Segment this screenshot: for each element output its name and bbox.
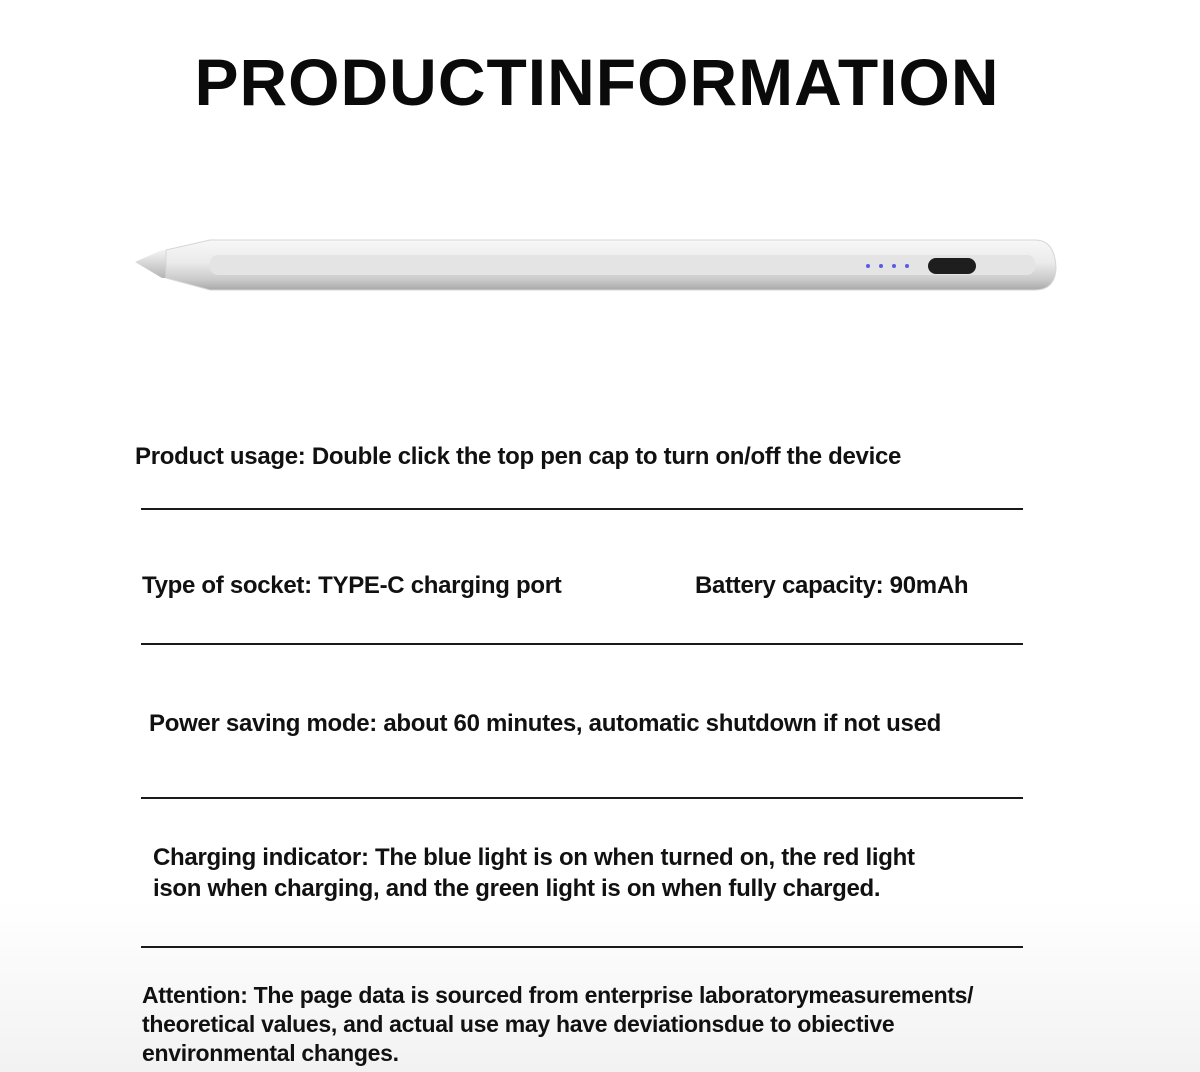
attention-line2: theoretical values, and actual use may have deviationsdue to obiective [142, 1011, 895, 1037]
product-usage: Product usage: Double click the top pen cap to turn on/off the device [135, 443, 902, 470]
attention-line1: Attention: The page data is sourced from enterprise laboratorymeasurements/ [142, 982, 974, 1008]
stylus-pen-image [130, 228, 1070, 298]
socket-type: Type of socket: TYPE-C charging port [142, 572, 562, 599]
pen-tip [135, 250, 166, 278]
divider [141, 643, 1023, 645]
charging-indicator-line2: ison when charging, and the green light is on when fully charged. [153, 875, 881, 902]
divider [141, 946, 1023, 948]
attention-line3: environmental changes. [142, 1040, 399, 1066]
usb-c-port-icon [928, 258, 976, 274]
divider [141, 508, 1023, 510]
battery-capacity: Battery capacity: 90mAh [695, 572, 969, 599]
attention-note [142, 981, 973, 1068]
divider [141, 797, 1023, 799]
charging-indicator-line1: Charging indicator: The blue light is on when turned on, the red light [153, 844, 915, 871]
page-title: PRODUCTINFORMATION [194, 45, 1000, 119]
power-saving-mode: Power saving mode: about 60 minutes, automatic shutdown if not used [149, 710, 941, 737]
